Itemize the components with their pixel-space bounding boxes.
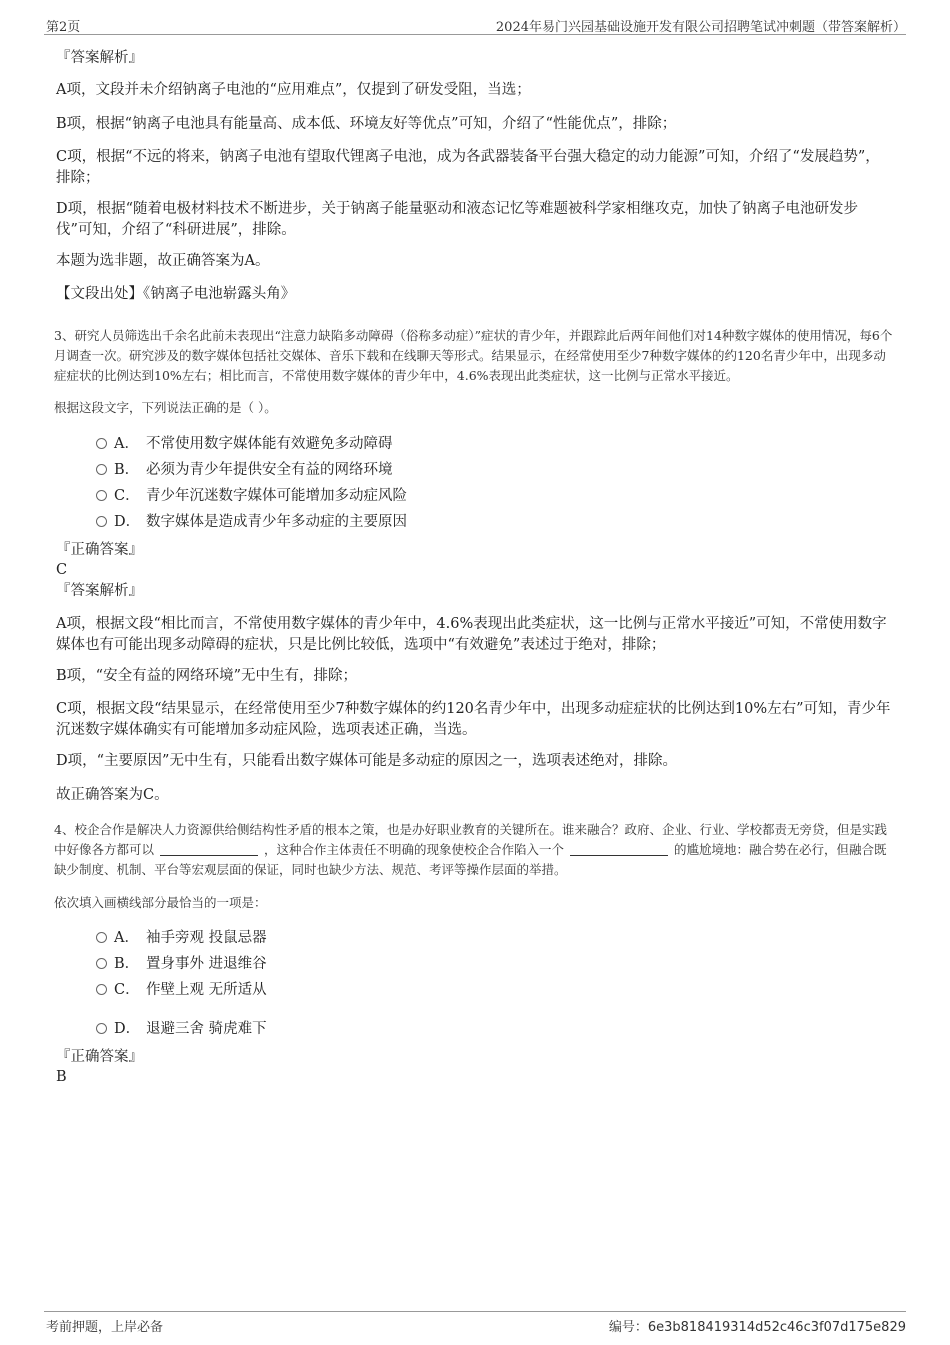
document-code: 编号：6e3b818419314d52c46c3f07d175e829 — [608, 1320, 906, 1335]
option-text: 作壁上观 无所适从 — [146, 982, 267, 998]
radio-button[interactable] — [96, 984, 107, 995]
stem-text: 的尴尬境地：融合势在必行，但融合既缺少制度、机制、平台等宏观层面的保证，同时也缺少方法、规范、考评等操作层面的举措。 — [54, 842, 887, 877]
q4-option-c[interactable] — [96, 979, 267, 1001]
analysis-option-c: C项，根据文段“结果显示，在经常使用至少7种数字媒体的约120名青少年中，出现多动症症状的比例达到10%左右”可知，青少年沉迷数字媒体确实有可能增加多动症风险，选项表述正确，当选。 — [56, 701, 891, 738]
option-letter: C． — [114, 488, 140, 504]
option-text: 置身事外 进退维谷 — [146, 956, 267, 972]
page-footer — [44, 1311, 906, 1336]
radio-button[interactable] — [96, 932, 107, 943]
radio-button[interactable] — [96, 516, 107, 527]
question-3-stem: 3、研究人员筛选出千余名此前未表现出“注意力缺陷多动障碍（俗称多动症）”症状的青少年，并跟踪此后两年间他们对14种数字媒体的使用情况，每6个月调查一次。研究涉及的数字媒体包括社交媒体、音乐下载和在线聊天等形式。结果显示，在经常使用至少7种数字媒体的约120名青少年中，出现多动症症状的比例达到10%左右；相比而言，不常使用数字媒体的青少年中，4.6%表现出此类症状，这一比例与正常水平接近。 — [54, 328, 893, 383]
analysis-option-b: B项，根据“钠离子电池具有能量高、成本低、环境友好等优点”可知，介绍了“性能优点”，排除； — [56, 116, 677, 132]
analysis-option-d: D项，根据“随着电极材料技术不断进步，关于钠离子能量驱动和液态记忆等难题被科学家相继攻克，加快了钠离子电池研发步伐”可知，介绍了“科研进展”，排除。 — [56, 201, 859, 238]
fill-blank-2 — [570, 841, 668, 856]
document-title: 2024年易门兴园基础设施开发有限公司招聘笔试冲刺题（带答案解析） — [495, 20, 906, 35]
option-text: 不常使用数字媒体能有效避免多动障碍 — [146, 436, 393, 452]
q4-option-b[interactable] — [96, 953, 267, 975]
correct-answer: B — [56, 1069, 67, 1085]
radio-button[interactable] — [96, 464, 107, 475]
option-letter: A． — [114, 930, 139, 946]
q3-option-a[interactable] — [96, 433, 393, 455]
option-text: 数字媒体是造成青少年多动症的主要原因 — [146, 514, 407, 530]
option-text: 袖手旁观 投鼠忌器 — [146, 930, 267, 946]
source-note: 【文段出处】《钠离子电池崭露头角》 — [56, 286, 296, 302]
q4-option-a[interactable] — [96, 927, 267, 949]
correct-answer-label: 『正确答案』 — [56, 1049, 143, 1065]
page-header — [44, 14, 906, 35]
question-3-prompt: 根据这段文字，下列说法正确的是（ ）。 — [54, 400, 277, 415]
question-4-stem — [54, 820, 894, 880]
q3-option-d[interactable] — [96, 511, 407, 533]
stem-text: ，这种合作主体责任不明确的现象使校企合作陷入一个 — [264, 842, 565, 857]
option-letter: A． — [114, 436, 139, 452]
radio-button[interactable] — [96, 438, 107, 449]
answer-analysis-label: 『答案解析』 — [56, 583, 143, 599]
analysis-option-d: D项，“主要原因”无中生有，只能看出数字媒体可能是多动症的原因之一，选项表述绝对，排除。 — [56, 753, 677, 769]
answer-analysis-label: 『答案解析』 — [56, 50, 143, 66]
radio-button[interactable] — [96, 1023, 107, 1034]
fill-blank-1 — [160, 841, 258, 856]
option-letter: B． — [114, 462, 140, 478]
radio-button[interactable] — [96, 958, 107, 969]
stem-text: 4、校企合作是解决人力资源供给侧结构性矛盾的根本之策，也是办好职业教育的关键所在。谁来融合？政府、企业、行业、学校都责无旁贷，但是实践中好像各方都可以 — [54, 822, 887, 857]
q3-option-c[interactable] — [96, 485, 407, 507]
page-number: 第2页 — [46, 20, 81, 35]
radio-button[interactable] — [96, 490, 107, 501]
option-letter: D． — [114, 1021, 141, 1037]
analysis-option-b: B项，“安全有益的网络环境”无中生有，排除； — [56, 668, 357, 684]
analysis-conclusion: 本题为选非题，故正确答案为A。 — [56, 253, 270, 269]
footer-slogan: 考前押题，上岸必备 — [46, 1320, 164, 1335]
analysis-option-a: A项，文段并未介绍钠离子电池的“应用难点”，仅提到了研发受阻，当选； — [56, 82, 531, 98]
option-text: 青少年沉迷数字媒体可能增加多动症风险 — [146, 488, 407, 504]
option-text: 退避三舍 骑虎难下 — [146, 1021, 267, 1037]
analysis-option-c: C项，根据“不远的将来，钠离子电池有望取代锂离子电池，成为各武器装备平台强大稳定的动力能源”可知，介绍了“发展趋势”，排除； — [56, 149, 880, 186]
option-letter: B． — [114, 956, 140, 972]
option-letter: C． — [114, 982, 140, 998]
option-letter: D． — [114, 514, 141, 530]
option-text: 必须为青少年提供安全有益的网络环境 — [146, 462, 393, 478]
correct-answer-label: 『正确答案』 — [56, 542, 143, 558]
question-4-prompt: 依次填入画横线部分最恰当的一项是： — [54, 895, 267, 910]
analysis-option-a: A项，根据文段“相比而言，不常使用数字媒体的青少年中，4.6%表现出此类症状，这一比例与正常水平接近”可知，不常使用数字媒体也有可能出现多动障碍的症状，只是比例比较低，选项中“有效避免”表述过于绝对，排除； — [56, 616, 887, 653]
q3-option-b[interactable] — [96, 459, 393, 481]
correct-answer: C — [56, 562, 68, 578]
q4-option-d[interactable] — [96, 1018, 267, 1040]
analysis-conclusion: 故正确答案为C。 — [56, 787, 169, 803]
